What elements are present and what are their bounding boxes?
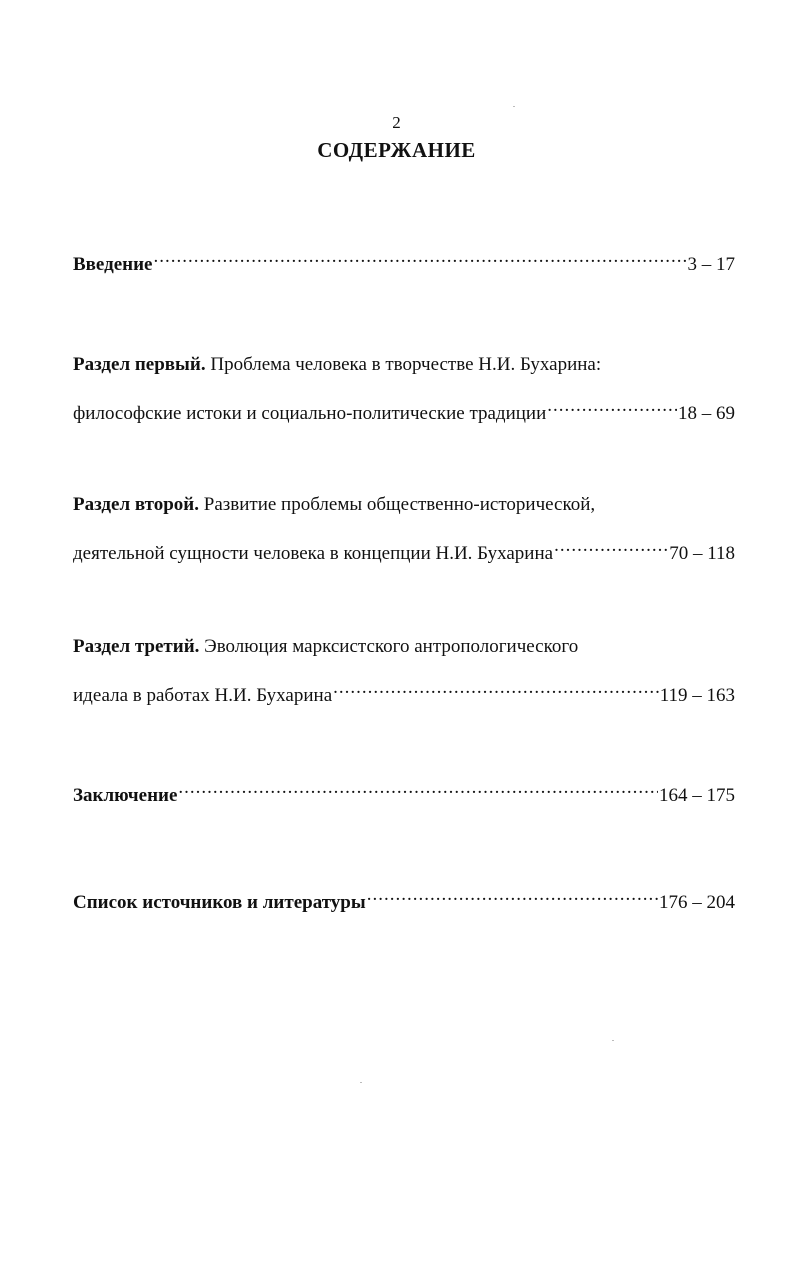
toc-entry-label: Заключение — [73, 785, 178, 806]
dot-leader — [547, 393, 677, 419]
toc-entry-conclusion — [73, 775, 735, 806]
toc-entry-title-part1: Проблема человека в творчестве Н.И. Бухарина: — [205, 354, 602, 375]
toc-line — [73, 244, 735, 275]
dot-leader — [367, 882, 658, 908]
dot-leader — [178, 775, 658, 801]
toc-line — [73, 533, 735, 564]
toc-entry-title-part2: идеала в работах Н.И. Бухарина — [73, 685, 333, 706]
dot-leader — [333, 675, 659, 701]
toc-line-first — [73, 352, 735, 378]
dot-leader — [554, 533, 668, 559]
toc-entry-title-part2: деятельной сущности человека в концепции Н.И. Бухарина — [73, 543, 554, 564]
toc-entry-pages: 18 – 69 — [678, 403, 735, 424]
toc-entry-section-3 — [73, 634, 735, 706]
toc-entry-title-part1: Эволюция марксистского антропологического — [199, 636, 579, 657]
toc-line-first — [73, 492, 735, 518]
scan-speck — [360, 1082, 362, 1083]
toc-line-first — [73, 634, 735, 660]
toc-entry-section-1 — [73, 352, 735, 424]
toc-line — [73, 675, 735, 706]
toc-entry-title-part2: философские истоки и социально-политические традиции — [73, 403, 547, 424]
page-number: 2 — [392, 113, 401, 132]
toc-entry-pages: 119 – 163 — [659, 685, 735, 706]
toc-entry-lead: Раздел первый. — [73, 354, 206, 375]
toc-entry-pages: 164 – 175 — [659, 785, 735, 806]
toc-entry-pages: 3 – 17 — [687, 254, 735, 275]
toc-entry-pages: 70 – 118 — [669, 543, 735, 564]
toc-entry-title-part1: Развитие проблемы общественно-исторической, — [199, 494, 596, 515]
scan-speck — [612, 1040, 614, 1041]
toc-line — [73, 393, 735, 424]
toc-entry-label: Введение — [73, 254, 153, 275]
toc-entry-label: Список источников и литературы — [73, 892, 366, 913]
toc-entry-pages: 176 – 204 — [659, 892, 735, 913]
toc-entry-lead: Раздел третий. — [73, 636, 200, 657]
toc-entry-lead: Раздел второй. — [73, 494, 199, 515]
toc-entry-intro — [73, 244, 735, 275]
page-title: СОДЕРЖАНИЕ — [317, 138, 476, 162]
scan-speck — [513, 106, 515, 107]
toc-entry-sources — [73, 882, 735, 913]
dot-leader — [154, 244, 687, 270]
toc-entry-section-2 — [73, 492, 735, 564]
toc-line — [73, 775, 735, 806]
toc-line — [73, 882, 735, 913]
